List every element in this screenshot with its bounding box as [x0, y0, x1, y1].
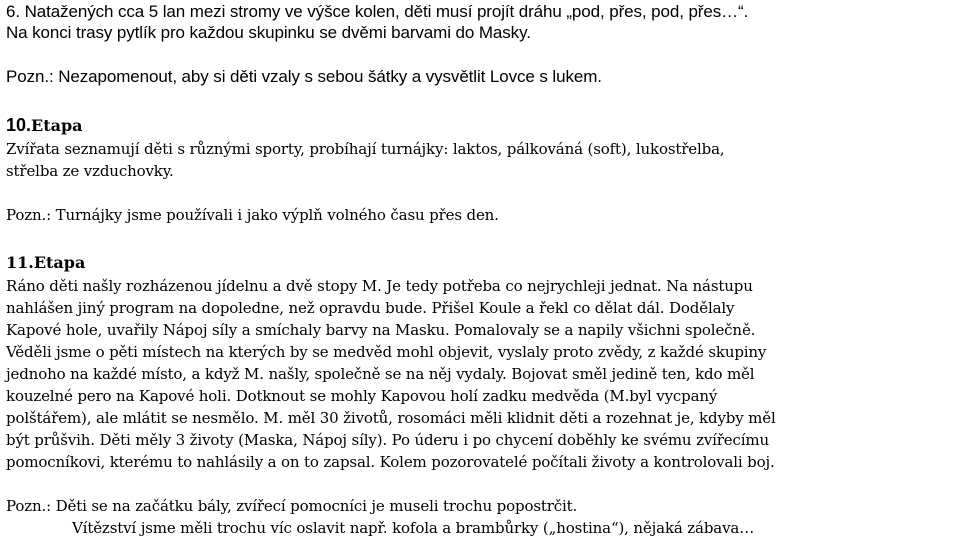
section10-heading — [6, 114, 83, 137]
section11-line: kouzelné pero na Kapové holi. Dotknout se mohly Kapovou holí zadku medvěda (M.byl vycpaný — [6, 387, 718, 405]
section11-line: Ráno děti našly rozházenou jídelnu a dvě stopy M. Je tedy potřeba co nejrychleji jednat. Na nástupu — [6, 277, 753, 295]
section6-line2: Na konci trasy pytlík pro každou skupinku se dvěmi barvami do Masky. — [6, 23, 531, 42]
section10-note: Pozn.: Turnájky jsme používali i jako výplň volného času přes den. — [6, 206, 499, 224]
section10-line1: Zvířata seznamují děti s různými sporty, probíhají turnájky: laktos, pálkováná (soft), lukostřelba, — [6, 140, 725, 158]
section11-line: polštářem), ale mlátit se nesmělo. M. měl 30 životů, rosomáci měli klidnit děti a rozehnat je, kdyby měl — [6, 409, 776, 427]
section11-line: Věděli jsme o pěti místech na kterých by se medvěd mohl objevit, vyslaly proto zvědy, z každé skupiny — [6, 343, 767, 361]
section10-number: 10. — [6, 115, 32, 135]
section11-heading: 11.Etapa — [6, 253, 86, 272]
section11-line: nahlášen jiný program na dopoledne, než opravdu bude. Přišel Koule a řekl co dělat dál. Dodělaly — [6, 299, 735, 317]
section11-line: pomocníkovi, kterému to nahlásily a on to zapsal. Kolem pozorovatelé počítali životy a kontrolovali boj. — [6, 453, 775, 471]
section6-line1: 6. Natažených cca 5 lan mezi stromy ve výšce kolen, děti musí projít dráhu „pod, přes, pod, přes…“. — [6, 2, 749, 21]
section10-line2: střelba ze vzduchovky. — [6, 162, 174, 180]
section11-line: být průšvih. Děti měly 3 životy (Maska, Nápoj síly). Po úderu i po chycení doběhly ke svému zvířecímu — [6, 431, 770, 449]
section6-note: Pozn.: Nezapomenout, aby si děti vzaly s sebou šátky a vysvětlit Lovce s lukem. — [6, 67, 602, 86]
footer-line2: Vítězství jsme měli trochu víc oslavit např. kofola a brambůrky („hostina“), nějaká zábava… — [72, 519, 755, 537]
section11-line: Kapové hole, uvařily Nápoj síly a smíchaly barvy na Masku. Pomalovaly se a napily všichni společně. — [6, 321, 756, 339]
footer-note: Pozn.: Děti se na začátku bály, zvířecí pomocníci je museli trochu popostrčit. — [6, 497, 578, 515]
section10-title: Etapa — [31, 116, 83, 135]
section11-line: jednoho na každé místo, a když M. našly, společně se na něj vydaly. Bojovat směl jedině ten, kdo měl — [6, 365, 755, 383]
